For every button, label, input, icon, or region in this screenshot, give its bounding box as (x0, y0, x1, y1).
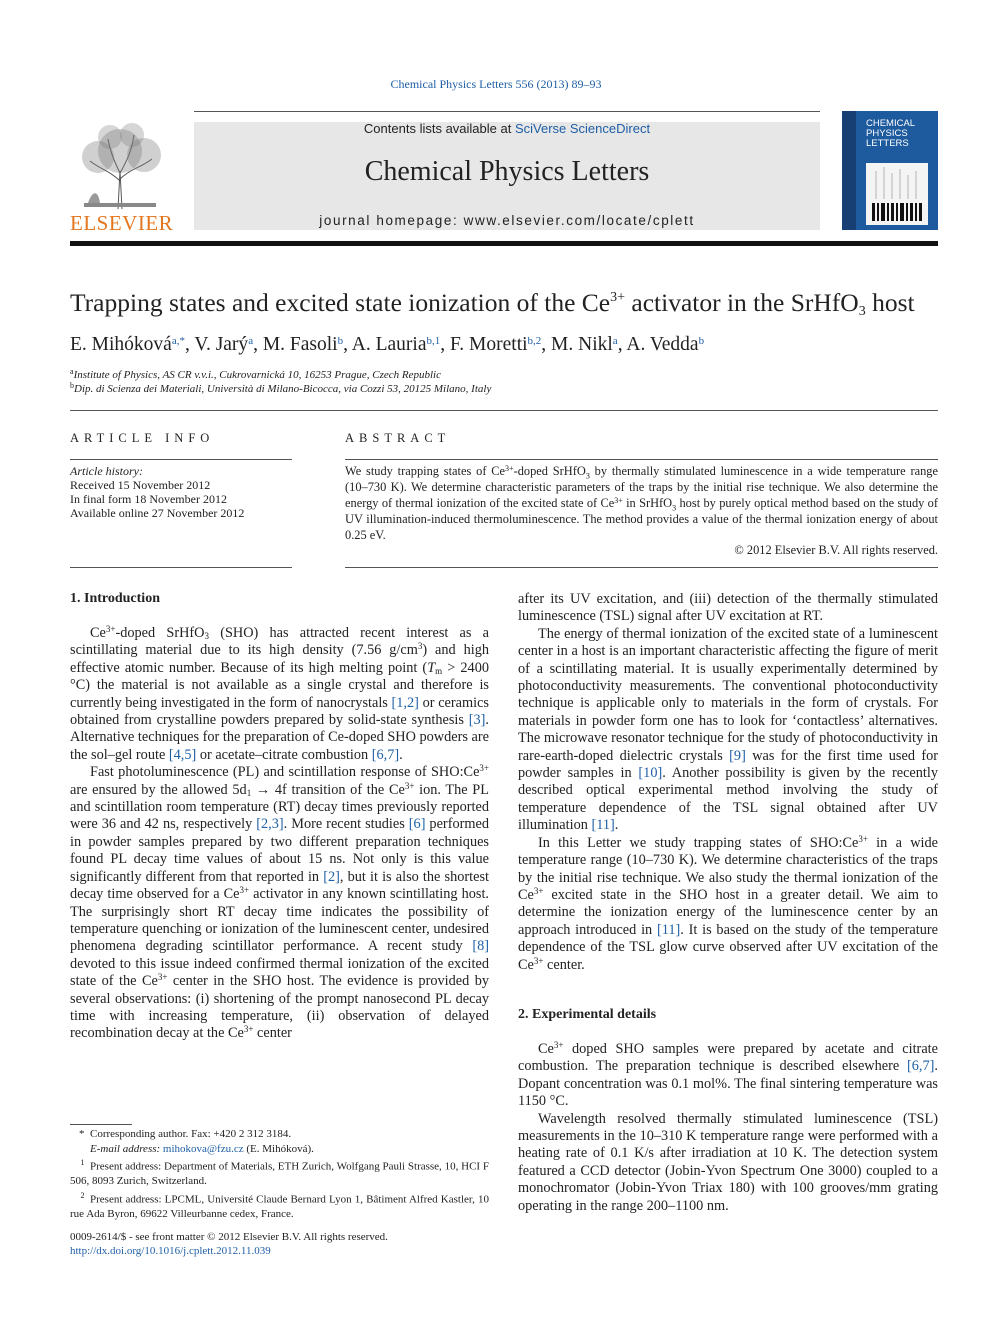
copyright-notice: © 2012 Elsevier B.V. All rights reserved. (734, 543, 938, 557)
author-name: V. Jarý (194, 334, 249, 355)
doi-link[interactable]: http://dx.doi.org/10.1016/j.cplett.2012.11.039 (70, 1245, 271, 1257)
footnote-corresponding: * Corresponding author. Fax: +420 2 312 3184. (79, 1128, 292, 1140)
author-affiliation-mark[interactable]: b (698, 335, 705, 347)
author-affiliation-mark[interactable]: b,2 (527, 335, 542, 347)
header-top-rule (194, 111, 820, 112)
footnotes (70, 1127, 489, 1221)
section-heading-experimental: 2. Experimental details (518, 1007, 657, 1022)
cover-title: CHEMICAL PHYSICS LETTERS (866, 118, 916, 149)
author-name: E. Mihóková (70, 334, 172, 355)
introduction-body: $Ce^{3+}$-doped SrHfO$_3$ (SHO) has attracted recent interest as a scintillating material due to its high density (7.56 $g/cm^3$) and high effective atomic number. Because of its high melting point ($T_m > 2400$ °C) the material is not available as a single crystal and therefore is currently being investigated in the form of nanocrystals [1,2] or ceramics obtained from crystalline powders prepared by solid-state synthesis [3]. Alternative techniques for the preparation of Ce-doped SHO powders are the sol–gel route [4,5] or acetate–citrate combustion [6,7]. Fast photoluminescence (PL) and scintillation response of $SHO:Ce^{3+}$ are ensured by the allowed $5d_1 \to 4f$ transition of the $Ce^{3+}$ ion. The PL and scintillation room temperature (RT) decay times previously reported were 36 and 42 ns, respectively [2,3]. More recent studies [6] performed in powder samples prepared by two different preparation techniques found PL decay time values of about 15 ns. Not only is this value significantly different from that reported in [2], but it is also the shortest decay time observed for a $Ce^{3+}$ activator in any known scintillating host. The surprisingly short RT decay time indicates the possibility of temperature quenching or ionization of the luminescent center, undesired phenomena degrading scintillator performance. A recent study [8] devoted to this issue indeed confirmed thermal ionization of the excited state of the $Ce^{3+}$ center in the SHO host. The evidence is provided by several observations: (i) shortening of the prompt nanosecond PL decay time with increasing temperature, (ii) observation of delayed recombination decay at the $Ce^{3+}$ center (70, 624, 489, 1042)
journal-cover-image (842, 111, 938, 230)
front-matter-note: 0009-2614/$ - see front matter © 2012 Elsevier B.V. All rights reserved. (70, 1231, 388, 1243)
header-bottom-rule (70, 241, 938, 246)
author-list: E. Mihóková$^{a,*}$, V. Jarý$^a$, M. Fasoli$^b$, A. Lauria$^{b,1}$, F. Moretti$^{b,2}$, M. Nikl$^a$, A. Vedda$^b$ (70, 334, 705, 355)
introduction-body-continued: after its UV excitation, and (iii) detection of the thermally stimulated luminescence (TSL) signal after UV excitation at RT. The energy of thermal ionization of the excited state of a luminescent center in a host is an important characteristic affecting the figure of merit of a scintillating material. It is usually experimentally determined by photoconductivity measurements. The conventional photoconductivity technique is applicable only to materials in the form of crystals. For materials in powder form one has to look for ‘contactless’ alternatives. The microwave resonator technique for the study of photoconductivity in rare-earth-doped dielectric crystals [9] was for the first time used for powder samples in [10]. Another possibility is given by the recently described optical experimental method involving the study of temperature dependence of the TSL signal obtained after UV illumination [11]. In this Letter we study trapping states of $SHO:Ce^{3+}$ in a wide temperature range (10–730 K). We determine characteristics of the traps by the initial rise technique. We also study the thermal ionization of the $Ce^{3+}$ excited state in the SHO host in a greater detail. We aim to determine the ionization energy of the luminescence center by an approach introduced in [11]. It is based on the study of the temperature dependence of the TSL glow curve observed after UV excitation of the $Ce^{3+}$ center. (518, 591, 939, 973)
author-name: M. Fasoli (262, 334, 338, 355)
author-affiliation-mark[interactable]: a (612, 335, 618, 347)
abstract-text: We study trapping states of $Ce^{3+}$-doped SrHfO$_3$ by thermally stimulated luminescence in a wide temperature range (10–730 K). We determine characteristic parameters of the traps by the initial rise technique. We also determine the energy of thermal ionization of the excited state of $Ce^{3+}$ in SrHfO$_3$ host by purely optical method based on the study of UV illumination-induced thermoluminescence. The method provides a value of the thermal ionization energy of about 0.25 eV. (345, 464, 939, 542)
footnote-2: $^2$ Present address: LPCML, Université Claude Bernard Lyon 1, Bâtiment Alfred Kastler, 10 rue Ada Byron, 69622 Villeurbanne cedex, France. (70, 1190, 489, 1220)
journal-title: Chemical Physics Letters (364, 156, 650, 187)
divider (70, 459, 292, 460)
article-history: Article history: Received 15 November 2012 In final form 18 November 2012 Available online 27 November 2012 (70, 464, 245, 520)
contents-line: Contents lists available at SciVerse ScienceDirect (363, 121, 651, 136)
author-affiliation-mark[interactable]: b,1 (426, 335, 441, 347)
author-affiliation-mark[interactable]: a (248, 335, 254, 347)
section-heading-introduction: 1. Introduction (70, 591, 160, 606)
divider (70, 410, 938, 411)
affiliation: $^a$Institute of Physics, AS CR v.v.i., Cukrovarnická 10, 16253 Prague, Czech Republic (70, 367, 441, 381)
journal-citation[interactable]: Chemical Physics Letters 556 (2013) 89–93 (390, 77, 602, 91)
author-name: A. Vedda (626, 334, 699, 355)
author-name: A. Lauria (351, 334, 427, 355)
abstract-heading: ABSTRACT (345, 431, 451, 445)
footnote-1: $^1$ Present address: Department of Materials, ETH Zurich, Wolfgang Pauli Strasse, 10, HCI F 506, 8093 Zurich, Switzerland. (70, 1158, 489, 1188)
divider (70, 567, 292, 568)
divider (345, 567, 938, 568)
author-affiliation-mark[interactable]: a,* (171, 335, 185, 347)
cover-photo (866, 163, 928, 225)
journal-homepage[interactable]: journal homepage: www.elsevier.com/locate/cplett (319, 213, 695, 228)
article-title: Trapping states and excited state ionization of the $Ce^{3+}$ activator in the SrHfO$_3$ host (70, 288, 915, 319)
footnote-rule (70, 1124, 132, 1125)
affiliation: $^b$Dip. di Scienza dei Materiali, Università di Milano-Bicocca, via Cozzi 53, 20125 Milano, Italy (70, 381, 492, 395)
author-affiliation-mark[interactable]: b (337, 335, 344, 347)
experimental-body: $Ce^{3+}$ doped SHO samples were prepared by acetate and citrate combustion. The preparation technique is described elsewhere [6,7]. Dopant concentration was 0.1 mol%. The final sintering temperature was 1150 °C. Wavelength resolved thermally stimulated luminescence (TSL) measurements in the 10–310 K temperature range were performed with a heating rate of 0.1 K/s after irradiation at 10 K. The detection system featured a CCD detector (Jobin-Yvon Spectrum One 3000) coupled to a monochromator (Jobin-Yvon Triax 180) with 100 grooves/mm grating operating in the range 200–1100 nm. (518, 1040, 938, 1214)
email-link[interactable]: mihokova@fzu.cz (162, 1142, 244, 1155)
author-name: F. Moretti (450, 334, 528, 355)
elsevier-wordmark: ELSEVIER (70, 211, 174, 235)
sciencedirect-link[interactable]: SciVerse ScienceDirect (514, 121, 651, 136)
footnote-email: E-mail address: mihokova@fzu.cz (E. Mihóková). (90, 1142, 314, 1155)
article-info-heading: ARTICLE INFO (70, 431, 215, 445)
divider (345, 459, 938, 460)
cover-spine (842, 111, 856, 230)
elsevier-tree-logo (70, 121, 170, 211)
author-name: M. Nikl (551, 334, 613, 355)
